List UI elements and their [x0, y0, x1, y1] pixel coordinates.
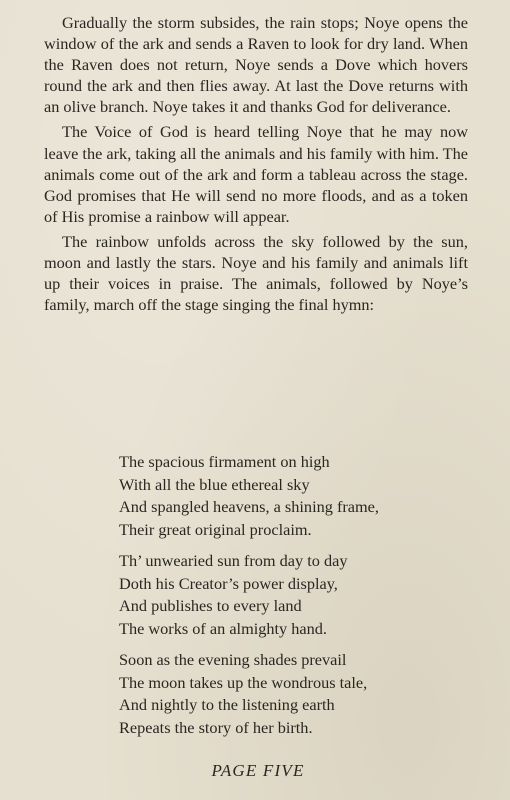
hymn-line: Soon as the evening shades prevail: [119, 650, 347, 669]
hymn-line: Doth his Creator’s power display,: [119, 573, 338, 593]
paragraph-storm-subsides: Gradually the storm subsides, the rain stops; Noye opens the window of the ark and sends a Raven to look for dry land. When the Raven does not return, Noye sends a Dove which hovers round the ark and then flies away. At last the Dove returns with an olive branch. Noye takes it and thanks God for deliverance.: [44, 13, 468, 117]
paragraph-rainbow: The rainbow unfolds across the sky followed by the sun, moon and lastly the stars. Noye and his family and animals lift up their voices in praise. The animals, followed by Noye’s family, march off the stage singing the final hymn:: [44, 231, 468, 315]
page-number-footer: PAGE FIVE: [211, 761, 305, 780]
hymn-line: With all the blue ethereal sky: [119, 474, 310, 494]
hymn-line: Their great original proclaim.: [119, 519, 312, 539]
hymn-line: The spacious firmament on high: [119, 452, 330, 471]
hymn-line: And publishes to every land: [119, 596, 302, 615]
hymn-stanza-1: [119, 451, 479, 541]
hymn-line: The works of an almighty hand.: [119, 618, 327, 638]
hymn-stanza-2: [119, 550, 479, 640]
hymn-line: Repeats the story of her birth.: [119, 717, 313, 737]
hymn-line: Th’ unwearied sun from day to day: [119, 551, 348, 570]
hymn-line: And spangled heavens, a shining frame,: [119, 497, 379, 516]
hymn-line: The moon takes up the wondrous tale,: [119, 672, 368, 692]
hymn-stanza-3: [119, 649, 479, 739]
final-hymn: [119, 451, 479, 748]
hymn-line: And nightly to the listening earth: [119, 695, 335, 714]
paragraph-voice-of-god: The Voice of God is heard telling Noye that he may now leave the ark, taking all the animals and his family with him. The animals come out of the ark and form a tableau across the stage. God promises that He will send no more floods, and as a token of His promise a rainbow will appear.: [44, 122, 468, 226]
narrative-text: [44, 12, 468, 319]
